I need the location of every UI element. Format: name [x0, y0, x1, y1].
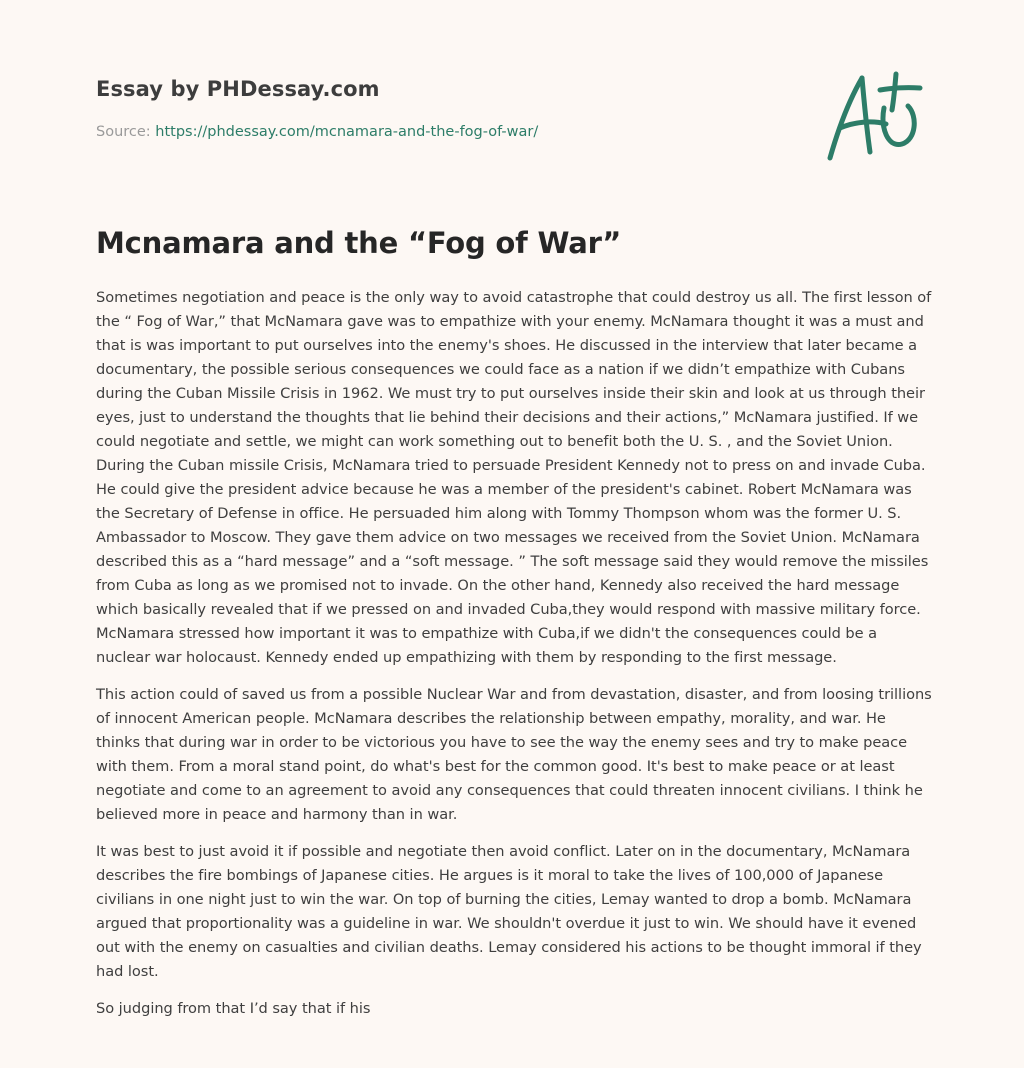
- essay-paragraph: So judging from that I’d say that if his: [96, 1000, 371, 1017]
- essay-paragraph: Sometimes negotiation and peace is the only way to avoid catastrophe that could destroy us all. The first lesson of the “ Fog of War,” that McNamara gave was to empathize with your enemy. McNamara thought it was a must and that is was important to put ourselves into the enemy's shoes. He discussed in the interview that later became a documentary, the possible serious consequences we could face as a nation if we didn’t empathize with Cubans during the Cuban Missile Crisis in 1962. We must try to put ourselves inside their skin and look at us through their eyes, just to understand the thoughts that lie behind their decisions and their actions,” McNamara justified. If we could negotiate and settle, we might can work something out to benefit both the U. S. , and the Soviet Union. During the Cuban missile Crisis, McNamara tried to persuade President Kennedy not to press on and invade Cuba. He could give the president advice because he was a member of the president's cabinet. Robert McNamara was the Secretary of Defense in office. He persuaded him along with Tommy Thompson whom was the former U. S. Ambassador to Moscow. They gave them advice on two messages we received from the Soviet Union. McNamara described this as a “hard message” and a “soft message. ” The soft message said they would remove the missiles from Cuba as long as we promised not to invade. On the other hand, Kennedy also received the hard message which basically revealed that if we pressed on and invaded Cuba,they would respond with massive military force. McNamara stressed how important it was to empathize with Cuba,if we didn't the consequences could be a nuclear war holocaust. Kennedy ended up empathizing with them by responding to the first message.: [96, 289, 932, 666]
- header: [96, 0, 928, 200]
- source-line: [96, 124, 538, 140]
- site-title: Essay by PHDessay.com: [96, 77, 380, 101]
- essay-paragraph: This action could of saved us from a possible Nuclear War and from devastation, disaster, and from loosing trillions of innocent American people. McNamara describes the relationship between empathy, morality, and war. He thinks that during war in order to be victorious you have to see the way the enemy sees and try to make peace with them. From a moral stand point, do what's best for the common good. It's best to make peace or at least negotiate and come to an agreement to avoid any consequences that could threaten innocent civilians. I think he believed more in peace and harmony than in war.: [96, 686, 932, 823]
- essay-paragraph: It was best to just avoid it if possible and negotiate then avoid conflict. Later on in the documentary, McNamara describes the fire bombings of Japanese cities. He argues is it moral to take the lives of 100,000 of Japanese civilians in one night just to win the war. On top of burning the cities, Lemay wanted to drop a bomb. McNamara argued that proportionality was a guideline in war. We shouldn't overdue it just to win. We should have it evened out with the enemy on casualties and civilian deaths. Lemay considered his actions to be thought immoral if they had lost.: [96, 843, 922, 980]
- source-label: Source:: [96, 124, 156, 140]
- document-page: [96, 0, 932, 1017]
- a-plus-logo-icon: [824, 68, 926, 164]
- essay-body: [96, 286, 932, 1034]
- essay-title: Mcnamara and the “Fog of War”: [96, 226, 622, 260]
- source-link[interactable]: https://phdessay.com/mcnamara-and-the-fog-of-war/: [155, 124, 539, 140]
